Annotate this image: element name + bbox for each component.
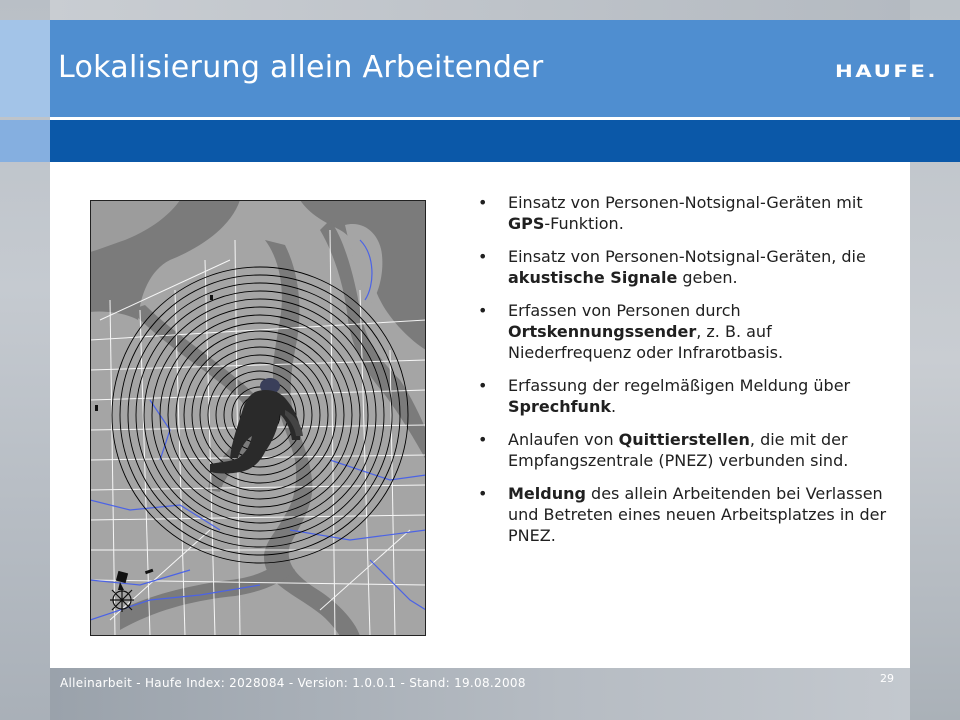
bullet-text: des allein Arbeitenden bei Verlassen und Betreten eines neuen Arbeitsplatzes in der PNEZ. — [508, 484, 887, 545]
page-number: 29 — [880, 672, 894, 685]
header-sub-band — [50, 120, 960, 162]
header-side-tab-bottom — [0, 120, 50, 162]
bullet-emphasis: akustische Signale — [508, 268, 678, 287]
bullet-text: , z. B. auf Niederfrequenz oder Infrarotbasis. — [508, 322, 784, 362]
bullet-item — [478, 483, 898, 546]
bullet-emphasis: Sprechfunk — [508, 397, 611, 416]
compass-rose-icon — [110, 588, 134, 612]
bullet-item — [478, 246, 898, 288]
bullet-item — [478, 429, 898, 471]
page-title: Lokalisierung allein Arbeitender — [58, 50, 544, 85]
bullet-emphasis: Ortskennungssender — [508, 322, 697, 341]
bullet-list — [478, 192, 898, 558]
bullet-text: Anlaufen von — [508, 430, 619, 449]
bullet-text: Einsatz von Personen-Notsignal-Geräten mit — [508, 193, 863, 212]
bullet-text: -Funktion. — [544, 214, 624, 233]
haufe-logo: HAUFE. — [835, 62, 938, 82]
city-map-illustration — [90, 200, 426, 636]
header-side-tab-top — [0, 20, 50, 117]
bullet-item — [478, 300, 898, 363]
bullet-item — [478, 375, 898, 417]
bullet-text: Einsatz von Personen-Notsignal-Geräten, die — [508, 247, 866, 266]
bullet-item — [478, 192, 898, 234]
bullet-text: Erfassen von Personen durch — [508, 301, 741, 320]
bullet-text: . — [610, 397, 617, 416]
bullet-text: , die mit der Empfangszentrale (PNEZ) verbunden sind. — [508, 430, 849, 470]
bullet-text: geben. — [677, 268, 738, 287]
bullet-emphasis: Quittierstellen — [618, 430, 750, 449]
bullet-emphasis: GPS — [508, 214, 545, 233]
frame-top — [50, 0, 910, 20]
bullet-text: Erfassung der regelmäßigen Meldung über — [508, 376, 851, 395]
footer-text: Alleinarbeit - Haufe Index: 2028084 - Version: 1.0.0.1 - Stand: 19.08.2008 — [60, 676, 526, 690]
bullet-emphasis: Meldung — [508, 484, 586, 503]
